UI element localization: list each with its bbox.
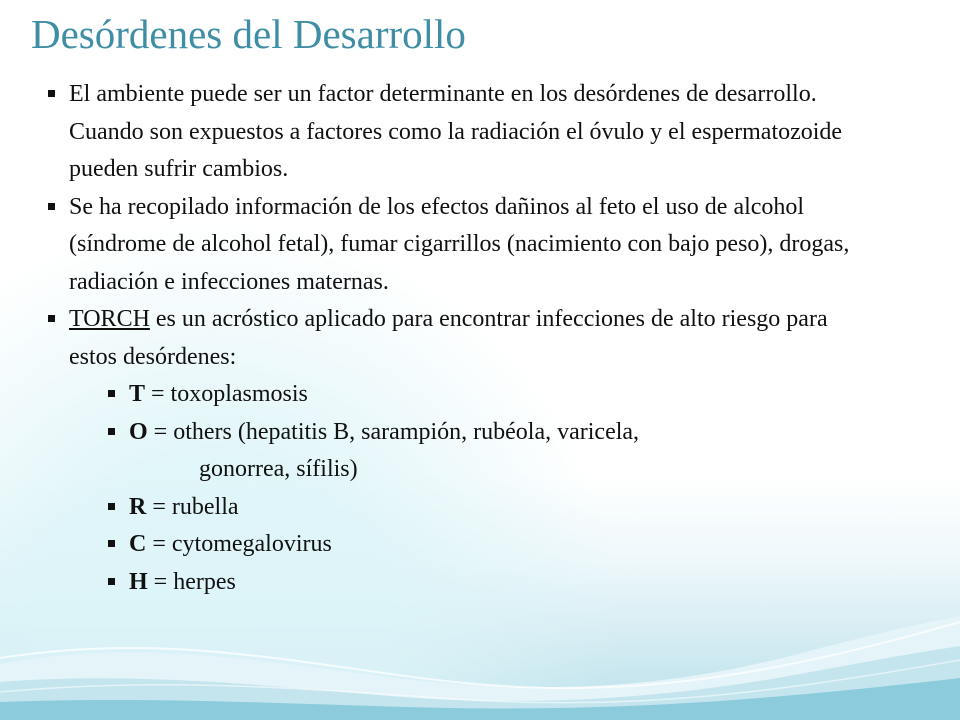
torch-text-t: = toxoplasmosis bbox=[145, 381, 308, 407]
torch-item-c bbox=[106, 526, 866, 564]
torch-text-o: = others (hepatitis B, sarampión, rubéola, varicela, bbox=[147, 418, 640, 445]
torch-text-r: = rubella bbox=[146, 493, 239, 520]
bullet-harmful-effects-text: Se ha recopilado información de los efectos dañinos al feto el uso de alcohol (síndrome de alcohol fetal), fumar cigarrillos (nacimiento con bajo peso), drogas, radiación e infecciones maternas. bbox=[69, 193, 850, 295]
torch-item-r bbox=[106, 489, 866, 527]
bullet-environment bbox=[46, 76, 866, 189]
torch-letter-o: O bbox=[129, 418, 148, 445]
torch-letter-c: C bbox=[129, 531, 147, 557]
wave-band-light bbox=[0, 616, 960, 720]
bullet-torch-text: es un acróstico aplicado para encontrar infecciones de alto riesgo para estos desórdenes: bbox=[69, 306, 828, 370]
torch-letter-r: R bbox=[129, 493, 147, 520]
torch-list bbox=[46, 376, 866, 601]
wave-highlight-line-lower bbox=[0, 660, 960, 703]
torch-text-c: = cytomegalovirus bbox=[146, 531, 332, 557]
wave-band-mid bbox=[0, 646, 960, 720]
torch-letter-h: H bbox=[129, 568, 148, 595]
torch-item-o bbox=[106, 414, 866, 489]
wave-band-dark bbox=[0, 678, 960, 720]
torch-acronym: TORCH bbox=[69, 306, 150, 332]
torch-item-t bbox=[106, 376, 866, 414]
bullet-environment-text: El ambiente puede ser un factor determinante en los desórdenes de desarrollo. Cuando son expuestos a factores como la radiación el óvulo y el espermatozoide pueden sufrir cambios. bbox=[69, 81, 843, 182]
bullet-harmful-effects bbox=[46, 189, 866, 302]
torch-text-o-continuation: gonorrea, sífilis) bbox=[199, 456, 358, 482]
torch-letter-t: T bbox=[129, 381, 146, 407]
bullet-list bbox=[46, 76, 866, 601]
bullet-torch bbox=[46, 301, 866, 376]
page-title: Desórdenes del Desarrollo bbox=[31, 11, 466, 57]
wave-highlight-line bbox=[0, 622, 960, 688]
torch-text-h: = herpes bbox=[147, 568, 236, 595]
torch-item-h bbox=[106, 564, 866, 602]
